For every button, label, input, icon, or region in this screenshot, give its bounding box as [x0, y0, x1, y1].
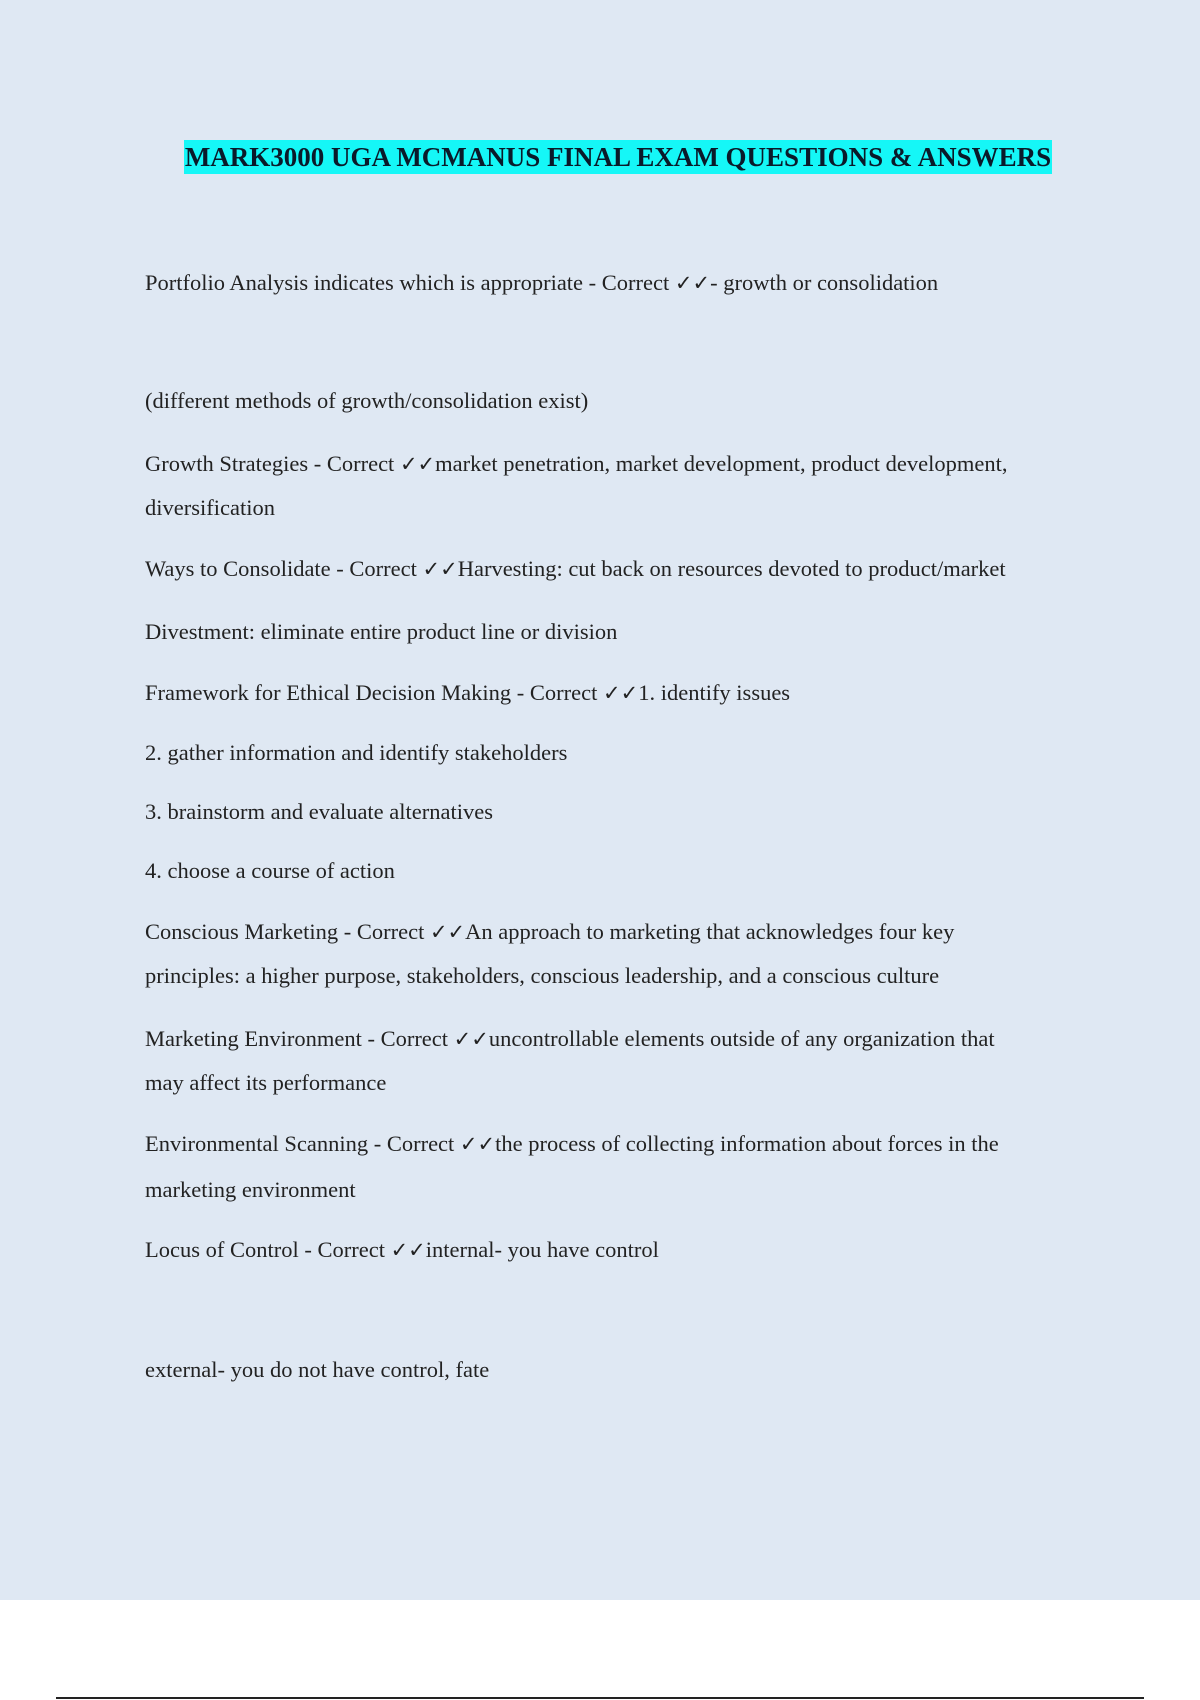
- qa-line: Conscious Marketing - Correct ✓✓An approach to marketing that acknowledges four key: [145, 919, 955, 944]
- qa-line: Locus of Control - Correct ✓✓internal- you have control: [145, 1237, 659, 1262]
- text-line: principles: a higher purpose, stakeholders, conscious leadership, and a conscious culture: [145, 963, 940, 988]
- qa-line: Portfolio Analysis indicates which is appropriate - Correct ✓✓- growth or consolidation: [145, 270, 939, 295]
- double-check-icon: ✓✓: [459, 1132, 496, 1156]
- qa-line: Growth Strategies - Correct ✓✓market penetration, market development, product development,: [145, 451, 1008, 476]
- text-line: diversification: [145, 495, 275, 520]
- qa-line: Ways to Consolidate - Correct ✓✓Harvesting: cut back on resources devoted to product/market: [145, 556, 1006, 581]
- qa-line: Framework for Ethical Decision Making - Correct ✓✓1. identify issues: [145, 680, 791, 705]
- double-check-icon: ✓✓: [674, 271, 711, 295]
- document-title: [0, 142, 1200, 173]
- qa-line: Marketing Environment - Correct ✓✓uncontrollable elements outside of any organization that: [145, 1026, 995, 1051]
- double-check-icon: ✓✓: [390, 1238, 426, 1262]
- double-check-icon: ✓✓: [603, 681, 639, 705]
- text-line: 2. gather information and identify stakeholders: [145, 740, 568, 765]
- footer-divider: [56, 1697, 1144, 1699]
- text-line: external- you do not have control, fate: [145, 1357, 490, 1382]
- qa-line: Environmental Scanning - Correct ✓✓the process of collecting information about forces in the: [145, 1131, 999, 1156]
- text-line: may affect its performance: [145, 1070, 387, 1095]
- title-highlight: MARK3000 UGA MCMANUS FINAL EXAM QUESTIONS & ANSWERS: [184, 142, 1052, 172]
- double-check-icon: ✓✓: [453, 1027, 489, 1051]
- double-check-icon: ✓✓: [399, 452, 436, 476]
- text-line: 4. choose a course of action: [145, 858, 395, 883]
- text-line: (different methods of growth/consolidation exist): [145, 388, 589, 413]
- double-check-icon: ✓✓: [422, 557, 458, 581]
- text-line: Divestment: eliminate entire product line or division: [145, 619, 618, 644]
- text-line: marketing environment: [145, 1177, 356, 1202]
- text-line: 3. brainstorm and evaluate alternatives: [145, 799, 493, 824]
- double-check-icon: ✓✓: [429, 920, 466, 944]
